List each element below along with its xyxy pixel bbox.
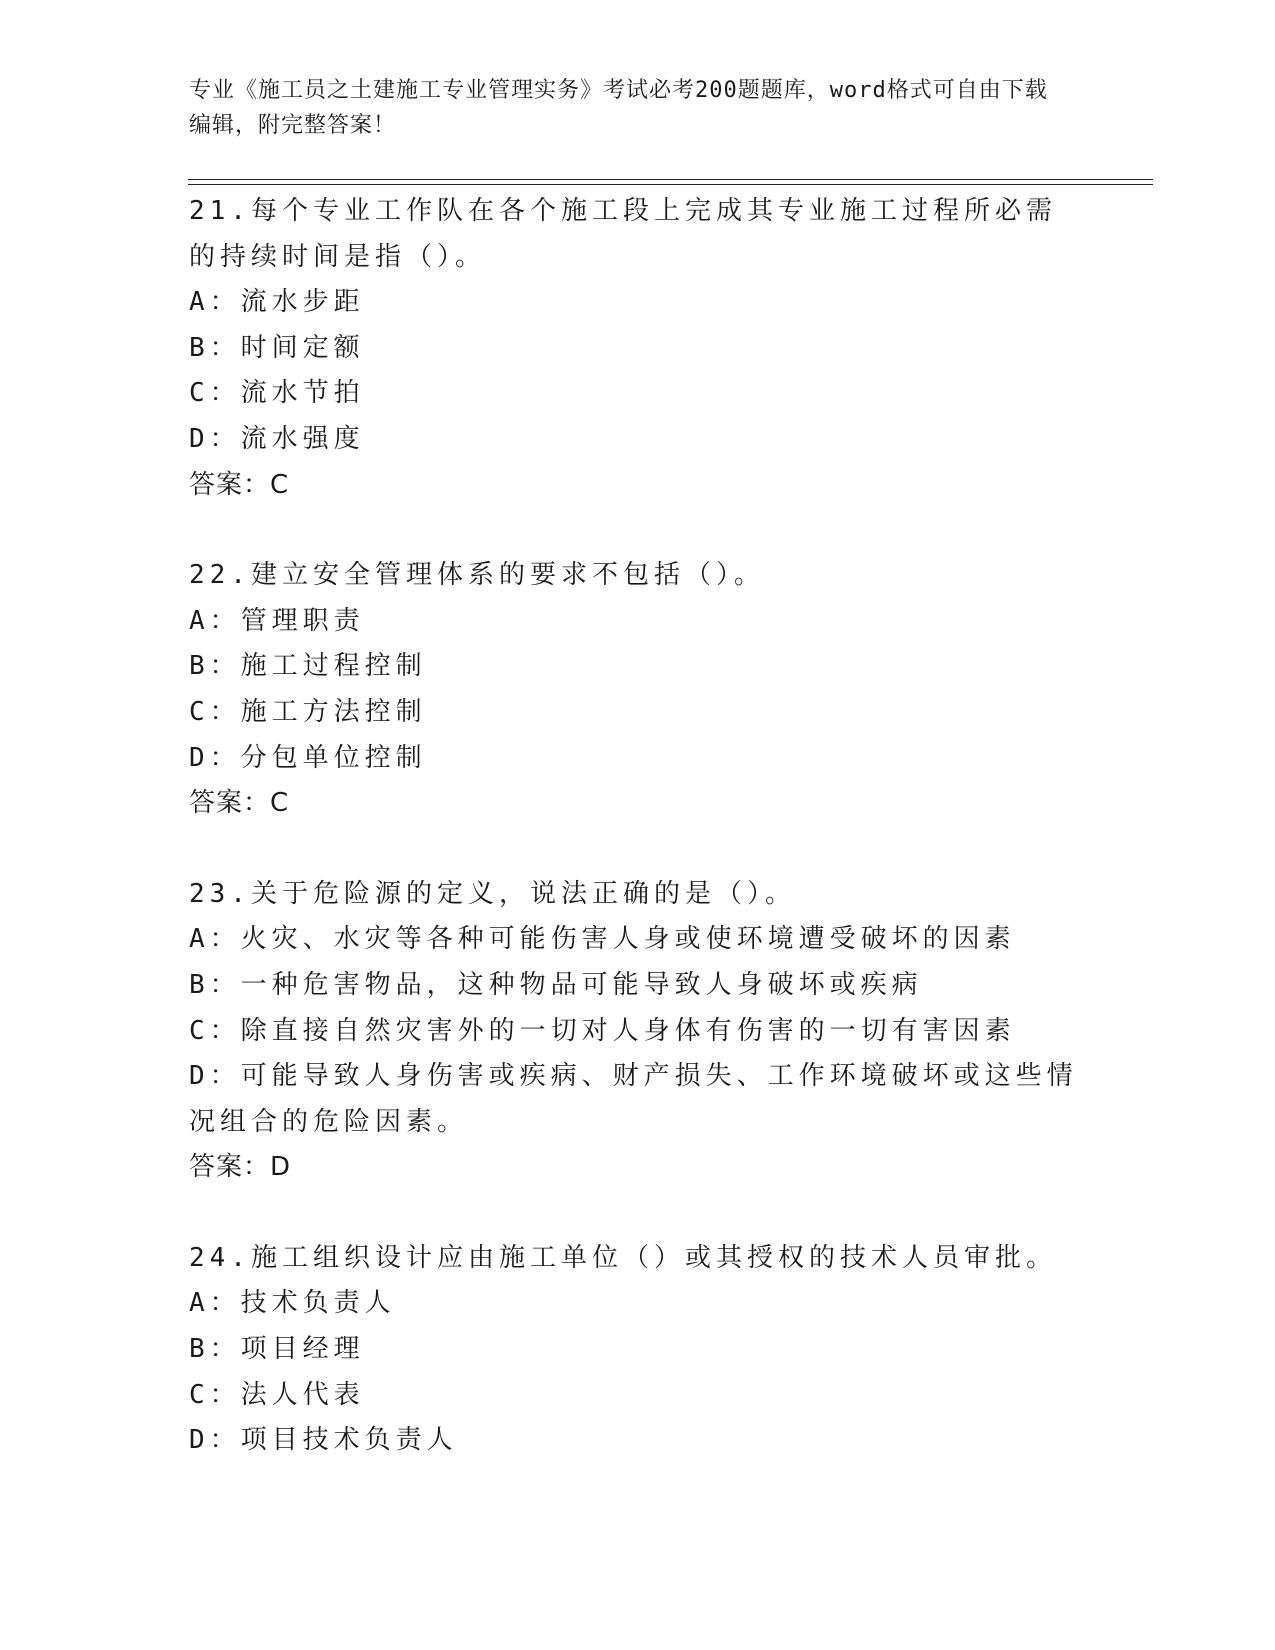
option-d: D：可能导致人身伤害或疾病、财产损失、工作环境破坏或这些情况组合的危险因素。 (189, 1061, 1078, 1137)
option-c: C：流水节拍 (189, 378, 365, 409)
option-a: A：管理职责 (189, 605, 365, 636)
question-stem: 21.每个专业工作队在各个施工段上完成其专业施工过程所必需的持续时间是指（）。 (189, 196, 1057, 272)
question-24 (189, 1236, 1089, 1464)
question-stem: 24.施工组织设计应由施工单位（）或其授权的技术人员审批。 (189, 1242, 1057, 1273)
question-list (189, 189, 1089, 1509)
question-21 (189, 189, 1089, 508)
option-a: A：流水步距 (189, 287, 365, 318)
answer-line: 答案：C (189, 469, 290, 500)
option-b: B：项目经理 (189, 1334, 365, 1365)
question-22 (189, 553, 1089, 827)
option-a: A：技术负责人 (189, 1288, 396, 1319)
option-c: C：施工方法控制 (189, 696, 427, 727)
document-header: 专业《施工员之土建施工专业管理实务》考试必考200题题库，word格式可自由下载编辑，附完整答案！ (189, 78, 1048, 138)
option-c: C：法人代表 (189, 1379, 365, 1410)
option-b: B：施工过程控制 (189, 651, 427, 682)
option-d: D：流水强度 (189, 423, 365, 454)
answer-line: 答案：C (189, 788, 290, 819)
question-stem: 23.关于危险源的定义，说法正确的是（）。 (189, 878, 796, 909)
option-d: D：项目技术负责人 (189, 1425, 458, 1456)
option-b: B：一种危害物品，这种物品可能导致人身破坏或疾病 (189, 969, 923, 1000)
header-double-rule (188, 179, 1153, 185)
answer-line: 答案：D (189, 1152, 292, 1183)
option-d: D：分包单位控制 (189, 742, 427, 773)
option-a: A：火灾、水灾等各种可能伤害人身或使环境遭受破坏的因素 (189, 924, 1016, 955)
option-b: B：时间定额 (189, 332, 365, 363)
option-c: C：除直接自然灾害外的一切对人身体有伤害的一切有害因素 (189, 1015, 1016, 1046)
question-stem: 22.建立安全管理体系的要求不包括（）。 (189, 560, 765, 591)
question-23 (189, 872, 1089, 1191)
